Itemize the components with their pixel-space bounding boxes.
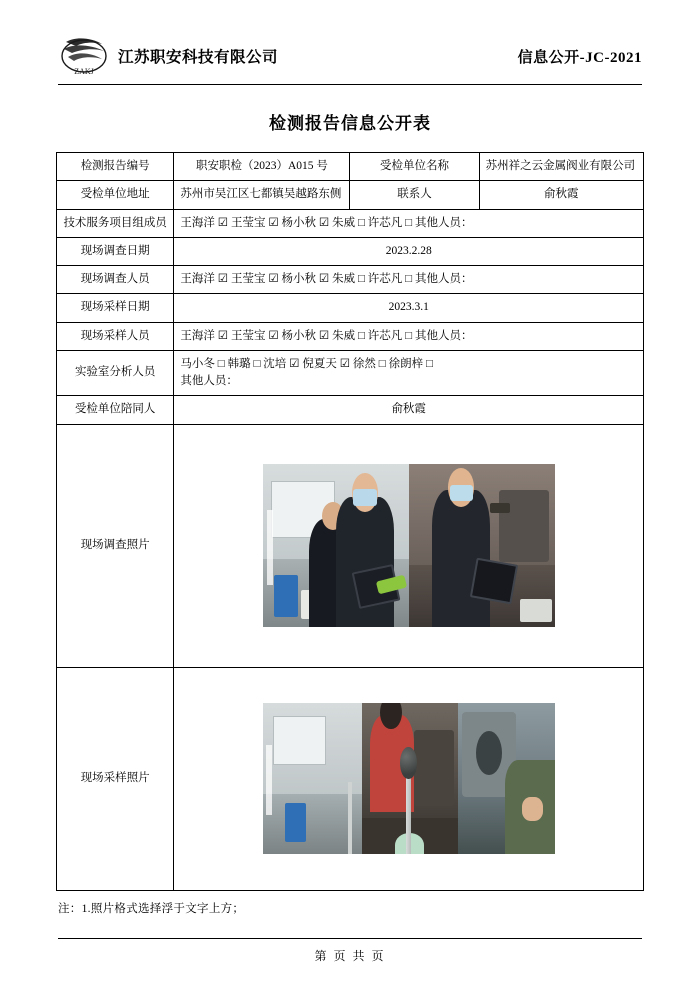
company-name: 江苏职安科技有限公司 [118, 49, 279, 66]
table-row [57, 237, 644, 265]
sampling-photo-label: 现场采样照片 [57, 667, 174, 890]
page-title: 检测报告信息公开表 [269, 114, 431, 133]
table-row [57, 153, 644, 181]
table-row-sampling-photo [57, 667, 644, 890]
company-logo-icon [58, 34, 110, 78]
client-value: 苏州祥之云金属阀业有限公司 [479, 153, 643, 181]
photo-caption-strip [267, 510, 273, 585]
accompany-value: 俞秋霞 [174, 396, 644, 424]
header-divider [58, 84, 642, 85]
table-row [57, 350, 644, 396]
survey-photo-panel-right [409, 464, 555, 627]
lab-staff-value [174, 350, 644, 396]
sampling-photo-panel-1 [263, 703, 362, 854]
header-left [58, 34, 278, 78]
contact-value: 俞秋霞 [479, 181, 643, 209]
page-header [56, 28, 644, 84]
sampling-photo-cell [174, 667, 644, 890]
lab-staff-line1: 马小冬 □ 韩璐 □ 沈培 ☑ 倪夏天 ☑ 徐然 □ 徐朗梓 □ [180, 357, 433, 370]
sampling-staff-value: 王海洋 ☑ 王莹宝 ☑ 杨小秋 ☑ 朱威 □ 许芯凡 □ 其他人员： [174, 322, 644, 350]
survey-photo-label: 现场调查照片 [57, 424, 174, 667]
survey-staff-value: 王海洋 ☑ 王莹宝 ☑ 杨小秋 ☑ 朱威 □ 许芯凡 □ 其他人员： [174, 266, 644, 294]
sampling-photo-panel-2 [362, 703, 458, 854]
contact-label: 联系人 [350, 181, 479, 209]
table-row [57, 322, 644, 350]
table-row-survey-photo [57, 424, 644, 667]
client-label: 受检单位名称 [350, 153, 479, 181]
page-number: 第 页 共 页 [314, 948, 386, 963]
sampling-date-label: 现场采样日期 [57, 294, 174, 322]
address-value: 苏州市吴江区七都镇吴越路东侧 [174, 181, 350, 209]
report-no-label: 检测报告编号 [57, 153, 174, 181]
survey-photo-cell [174, 424, 644, 667]
photo-caption-strip [266, 745, 272, 814]
survey-staff-label: 现场调查人员 [57, 266, 174, 294]
microphone-windscreen [400, 747, 416, 779]
info-table [56, 152, 644, 891]
lab-staff-line2: 其他人员： [180, 375, 238, 387]
sampling-date-value: 2023.3.1 [174, 294, 644, 322]
team-value: 王海洋 ☑ 王莹宝 ☑ 杨小秋 ☑ 朱威 □ 许芯凡 □ 其他人员： [174, 209, 644, 237]
sampling-photo-image [263, 703, 555, 854]
sampling-photo-panel-3 [458, 703, 554, 854]
table-row [57, 396, 644, 424]
table-row [57, 294, 644, 322]
document-code: 信息公开-JC-2021 [517, 49, 642, 66]
svg-text:ZAKJ: ZAKJ [74, 67, 94, 76]
table-row [57, 266, 644, 294]
table-row [57, 209, 644, 237]
table-row [57, 181, 644, 209]
survey-photo-panel-left [263, 464, 409, 627]
mic-stand [406, 769, 411, 854]
accompany-label: 受检单位陪同人 [57, 396, 174, 424]
footer-divider [58, 938, 642, 939]
lab-staff-label: 实验室分析人员 [57, 350, 174, 396]
survey-date-value: 2023.2.28 [174, 237, 644, 265]
sampling-staff-label: 现场采样人员 [57, 322, 174, 350]
report-no-value: 职安职检（2023）A015 号 [174, 153, 350, 181]
survey-photo-image [263, 464, 555, 627]
address-label: 受检单位地址 [57, 181, 174, 209]
team-label: 技术服务项目组成员 [57, 209, 174, 237]
table-note: 注：1.照片格式选择浮于文字上方； [58, 902, 245, 915]
survey-date-label: 现场调查日期 [57, 237, 174, 265]
